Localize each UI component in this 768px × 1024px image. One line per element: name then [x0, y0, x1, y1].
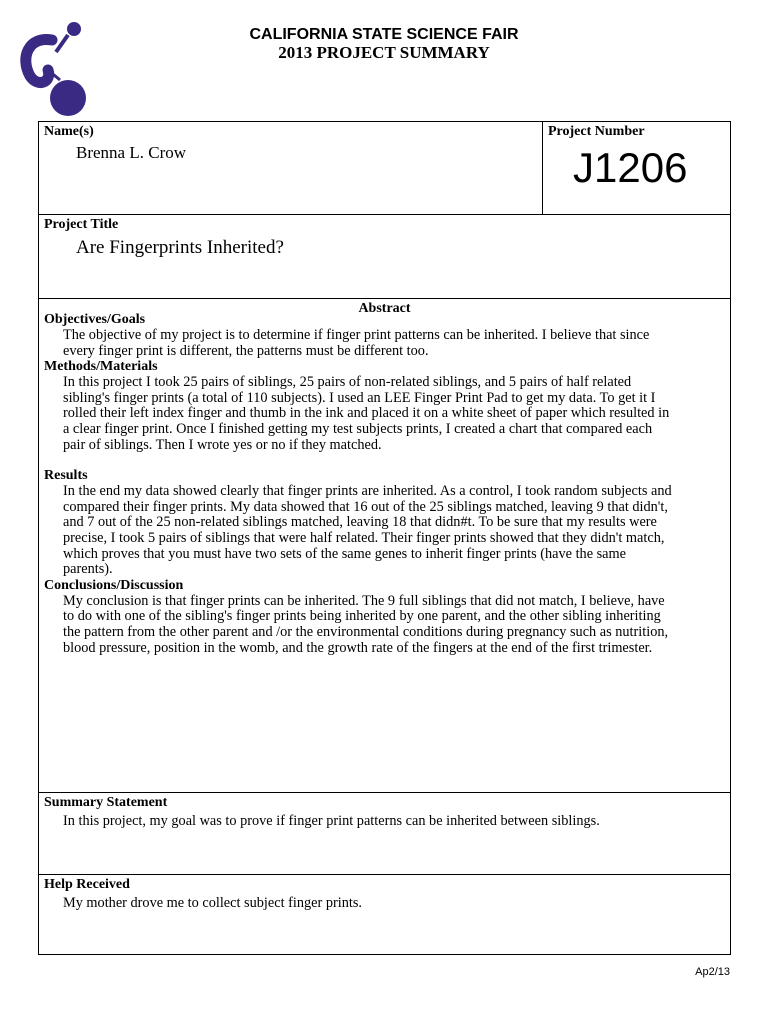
project-number-label: Project Number — [548, 124, 645, 139]
methods-line: In this project I took 25 pairs of siblings, 25 pairs of non-related siblings, and 5 pairs of half related — [63, 374, 632, 391]
methods-text — [44, 375, 726, 453]
methods-line: sibling's finger prints (a total of 110 subjects). I used an LEE Finger Print Pad to get my data. To get it I — [63, 389, 656, 406]
abstract-body — [44, 312, 726, 656]
methods-line: a clear finger print. Once I finished getting my test subjects prints, I created a chart that compared each — [63, 420, 653, 437]
project-summary-form — [38, 121, 731, 955]
objectives-label: Objectives/Goals — [44, 312, 146, 327]
names-label: Name(s) — [44, 124, 94, 139]
fair-title: CALIFORNIA STATE SCIENCE FAIR — [249, 26, 519, 43]
form-code: Ap2/13 — [695, 966, 730, 978]
objectives-text — [44, 328, 726, 359]
objectives-line: every finger print is different, the patterns must be different too. — [63, 342, 429, 359]
results-text — [44, 484, 726, 578]
conclusions-line: to do with one of the sibling's finger prints being inherited by one parent, and the other sibling inheriting — [63, 608, 661, 625]
methods-label: Methods/Materials — [44, 359, 158, 375]
conclusions-label: Conclusions/Discussion — [44, 577, 184, 593]
summary-statement-label: Summary Statement — [44, 795, 168, 810]
project-title-value: Are Fingerprints Inherited? — [76, 237, 284, 258]
results-line: which proves that you must have two sets of the same genes to inherit finger prints (have the same — [63, 545, 626, 562]
results-label: Results — [44, 468, 88, 484]
results-line: parents). — [63, 561, 113, 578]
names-value: Brenna L. Crow — [76, 143, 187, 162]
project-number-value: J1206 — [573, 144, 688, 191]
methods-line: pair of siblings. Then I wrote yes or no if they matched. — [63, 436, 382, 453]
conclusions-line: blood pressure, position in the womb, and the growth rate of the fingers at the end of the first trimester. — [63, 639, 653, 656]
summary-title: 2013 PROJECT SUMMARY — [278, 43, 490, 62]
names-section — [39, 122, 542, 214]
help-received-section — [39, 874, 730, 954]
conclusions-text — [44, 594, 726, 656]
methods-line: rolled their left index finger and thumb in the ink and placed it on a white sheet of paper which resulted in — [63, 405, 670, 422]
conclusions-line: My conclusion is that finger prints can be inherited. The 9 full siblings that did not match, I believe, have — [63, 592, 665, 609]
results-line: and 7 out of the 25 non-related siblings matched, leaving 18 that didn#t. To be sure that my results were — [63, 514, 657, 531]
abstract-heading: Abstract — [358, 301, 411, 316]
summary-statement-section — [39, 792, 730, 875]
results-line: precise, I took 5 pairs of siblings that were half related. Their finger prints showed that they didn't match, — [63, 529, 665, 546]
help-received-text: My mother drove me to collect subject finger prints. — [63, 895, 362, 911]
project-title-section — [39, 214, 730, 299]
abstract-section — [39, 298, 730, 793]
summary-statement-text: In this project, my goal was to prove if finger print patterns can be inherited between siblings. — [63, 813, 600, 829]
results-line: In the end my data showed clearly that finger prints are inherited. As a control, I took random subjects and — [63, 483, 672, 500]
project-number-section — [542, 122, 730, 214]
conclusions-line: the pattern from the other parent and /or the environmental conditions during pregnancy such as nutrition, — [63, 623, 669, 640]
help-received-label: Help Received — [44, 877, 130, 892]
project-title-label: Project Title — [44, 217, 119, 232]
results-line: compared their finger prints. My data showed that 16 out of the 25 siblings matched, leaving 9 that didn't, — [63, 498, 668, 515]
objectives-line: The objective of my project is to determine if finger print patterns can be inherited. I believe that since — [63, 327, 650, 343]
